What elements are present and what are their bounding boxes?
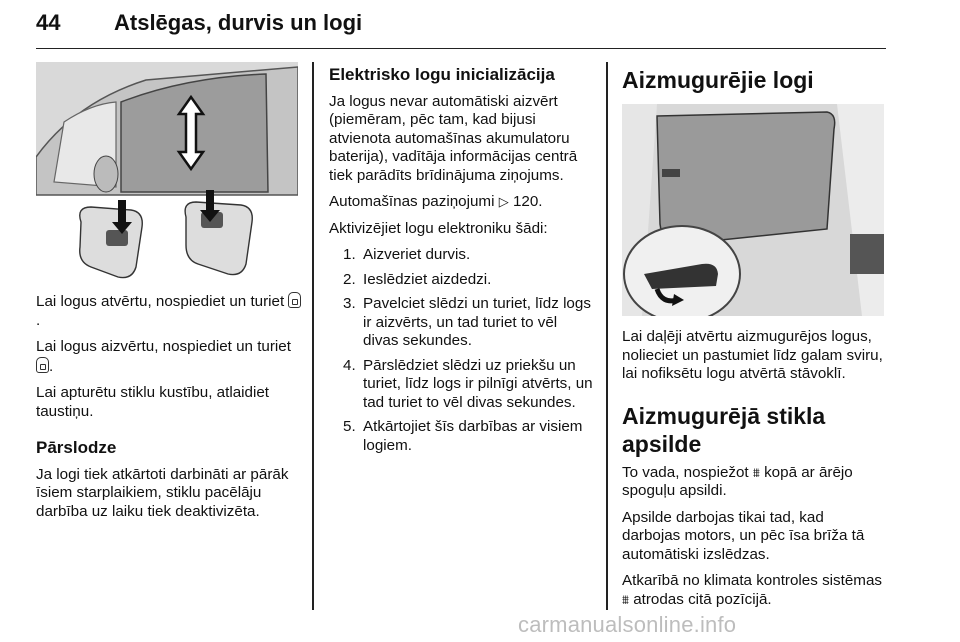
- column-3: [622, 62, 886, 617]
- list-item: 4. Pārslēdziet slēdzi uz priekšu un turiet, līdz logs ir pilnīgi atvērts, un tad turiet to vēl divas sekundes.: [343, 356, 593, 411]
- unlock-key-icon: [288, 292, 301, 308]
- watermark: carmanualsonline.info: [518, 612, 737, 637]
- override-text: Ja logi tiek atkārtoti darbināti ar pārāk īsiem starplaikiem, stiklu pacēlāju darbība uz laiku tiek deaktivizēta.: [36, 465, 289, 520]
- column-1: Lai logus atvērtu, nospiediet un turiet . Lai logus aizvērtu, nospiediet un turiet . Lai apturētu stiklu kustību, atlaidiet taustiņu. Pārslodze Ja logi tiek atkārtoti darbināti ar pārāk īsiem starplaikiem, stiklu pacēlāju darbība uz laiku tiek deaktivizēta.: [36, 62, 302, 529]
- override-heading: Pārslodze: [36, 438, 117, 457]
- rear-heater-heading: Aizmugurējā stikla apsilde: [622, 402, 826, 457]
- rear-windows-heading: Aizmugurējie logi: [622, 67, 814, 93]
- keyfob-lock-icon: [185, 190, 252, 275]
- rear-window-heater-icon: ⩩: [752, 464, 760, 480]
- window-keyfob-illustration: [36, 62, 298, 284]
- steps-list: [329, 246, 595, 455]
- list-item: 5. Atkārtojiet šīs darbības ar visiem logiem.: [343, 418, 583, 454]
- list-item: 3. Pavelciet slēdzi un turiet, līdz logs ir aizvērts, un tad turiet to vēl divas sekundes.: [343, 295, 591, 349]
- heater-text-before: To vada, nospiežot: [622, 463, 749, 481]
- page-title: Atslēgas, durvis un logi: [114, 10, 363, 35]
- keyfob-unlock-icon: [80, 200, 143, 278]
- list-item: 1. Aizveriet durvis.: [343, 246, 471, 263]
- rear-window-illustration: [622, 104, 884, 316]
- initialization-text: Ja logus nevar automātiski aizvērt (piemēram, pēc tam, kad bijusi atvienota automašīnas akumulatoru baterija), vadītāja informācijas centrā tiek parādīts brīdinājuma ziņojums.: [329, 92, 578, 184]
- climate-text-before: Atkarībā no klimata kontroles sistēmas: [622, 572, 882, 589]
- close-instruction: Lai logus aizvērtu, nospiediet un turiet: [36, 338, 291, 355]
- page-header: [36, 6, 886, 49]
- notifications-label: Automašīnas paziņojumi: [329, 193, 495, 210]
- column-2: [329, 62, 595, 461]
- page-ref[interactable]: 120.: [512, 193, 543, 210]
- column-divider: [312, 62, 314, 610]
- rear-window-heater-icon: ⩩: [622, 591, 629, 607]
- open-instruction: Lai logus atvērtu, nospiediet un turiet: [36, 293, 285, 310]
- heater-operation-text: Apsilde darbojas tikai tad, kad darbojas motors, un pēc īsa brīža tā automātiski izslēdzas.: [622, 508, 865, 563]
- activation-intro: Aktivizējiet logu elektroniku šādi:: [329, 219, 548, 237]
- lock-key-icon: [36, 357, 49, 373]
- page-number: 44: [36, 10, 61, 35]
- rear-windows-text: Lai daļēji atvērtu aizmugurējos logus, nolieciet un pastumiet līdz galam sviru, lai nofiksētu logu atvērtā stāvoklī.: [622, 328, 883, 382]
- heater-text-after: kopā ar ārējo spoguļu apsildi.: [622, 463, 853, 499]
- column-divider: [606, 62, 608, 610]
- page-ref-arrow-icon: ▷: [498, 194, 509, 209]
- initialization-heading: Elektrisko logu inicializācija: [329, 65, 555, 84]
- stop-instruction: Lai apturētu stiklu kustību, atlaidiet taustiņu.: [36, 384, 270, 420]
- climate-text-after: atrodas citā pozīcijā.: [633, 590, 772, 608]
- list-item: 2. Ieslēdziet aizdedzi.: [343, 270, 492, 288]
